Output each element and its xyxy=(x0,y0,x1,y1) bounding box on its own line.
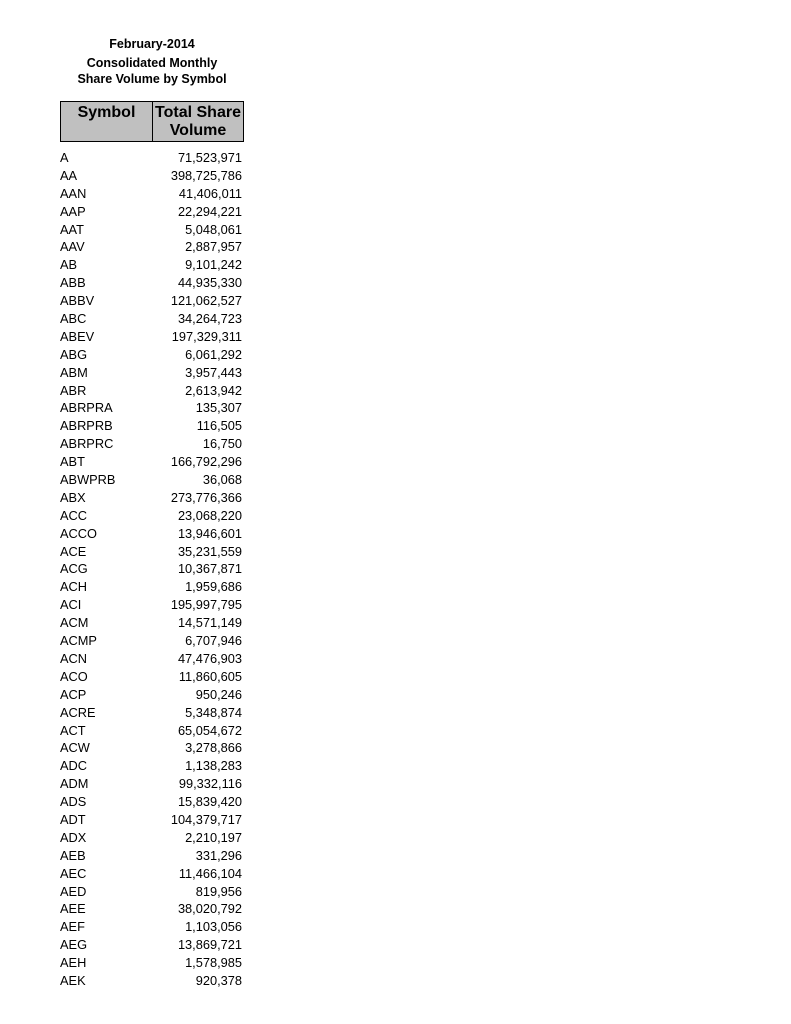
volume-cell: 13,946,601 xyxy=(177,525,242,541)
report-month: February-2014 xyxy=(109,37,195,51)
symbol-cell: ABC xyxy=(60,311,87,327)
symbol-cell: ADT xyxy=(60,811,86,827)
symbol-cell: ACO xyxy=(60,668,88,684)
symbol-cell: ABX xyxy=(60,489,86,505)
volume-cell: 950,246 xyxy=(195,686,242,702)
symbol-cell: ACCO xyxy=(60,525,97,541)
symbol-cell: ABG xyxy=(60,346,88,362)
symbol-cell: A xyxy=(60,150,69,165)
table-row xyxy=(60,221,244,239)
volume-cell: 9,101,242 xyxy=(185,257,242,273)
table-row xyxy=(60,167,244,185)
table-row xyxy=(60,185,244,203)
volume-cell: 10,367,871 xyxy=(177,561,242,577)
table-row xyxy=(60,525,244,543)
symbol-cell: AEH xyxy=(60,955,87,971)
symbol-cell: ACMP xyxy=(60,633,97,649)
volume-cell: 2,613,942 xyxy=(185,382,242,398)
symbol-cell: ABRPRC xyxy=(60,436,114,452)
symbol-cell: ACC xyxy=(60,507,88,523)
volume-cell: 197,329,311 xyxy=(171,328,242,344)
table-row xyxy=(60,668,244,686)
volume-cell: 71,523,971 xyxy=(177,150,242,165)
table-row xyxy=(60,543,244,561)
table-row xyxy=(60,632,244,650)
table-row xyxy=(60,704,244,722)
table-row xyxy=(60,865,244,883)
volume-cell: 331,296 xyxy=(195,847,242,863)
symbol-cell: ACN xyxy=(60,650,88,666)
symbol-cell: AEK xyxy=(60,972,86,988)
volume-cell: 166,792,296 xyxy=(170,454,242,470)
symbol-cell: AAN xyxy=(60,185,87,201)
symbol-cell: ACT xyxy=(60,722,86,738)
volume-cell: 6,061,292 xyxy=(185,346,242,362)
table-row xyxy=(60,847,244,865)
table-row xyxy=(60,793,244,811)
symbol-cell: AB xyxy=(60,257,78,273)
volume-cell: 1,103,056 xyxy=(185,919,242,935)
volume-cell: 398,725,786 xyxy=(170,167,242,183)
volume-cell: 3,957,443 xyxy=(185,364,242,380)
table-header xyxy=(60,101,244,142)
table-row xyxy=(60,382,244,400)
volume-header-label-line2: Volume xyxy=(169,122,227,139)
table-row xyxy=(60,757,244,775)
volume-cell: 1,959,686 xyxy=(185,579,242,595)
table-row xyxy=(60,686,244,704)
symbol-cell: ACG xyxy=(60,561,88,577)
table-row xyxy=(60,560,244,578)
table-row xyxy=(60,900,244,918)
table-row xyxy=(60,238,244,256)
symbol-header-label: Symbol xyxy=(77,104,136,121)
symbol-cell: AAP xyxy=(60,203,86,219)
volume-cell: 2,210,197 xyxy=(185,829,242,845)
table-row xyxy=(60,256,244,274)
volume-cell: 5,048,061 xyxy=(185,221,242,237)
table-row xyxy=(60,346,244,364)
symbol-cell: ACW xyxy=(60,740,90,756)
report-title-line1: Consolidated Monthly xyxy=(86,56,218,70)
table-row xyxy=(60,775,244,793)
table-row xyxy=(60,274,244,292)
table-body xyxy=(60,149,244,990)
volume-cell: 104,379,717 xyxy=(170,811,242,827)
symbol-cell: AEC xyxy=(60,865,87,881)
volume-cell: 15,839,420 xyxy=(177,794,242,810)
symbol-cell: ACE xyxy=(60,543,87,559)
symbol-cell: ABT xyxy=(60,454,85,470)
table-row xyxy=(60,310,244,328)
volume-cell: 6,707,946 xyxy=(185,633,242,649)
symbol-cell: ACP xyxy=(60,686,87,702)
table-row xyxy=(60,489,244,507)
volume-cell: 1,138,283 xyxy=(185,758,242,774)
symbol-cell: AAV xyxy=(60,239,85,255)
table-row xyxy=(60,417,244,435)
table-row xyxy=(60,739,244,757)
symbol-cell: ABWPRB xyxy=(60,472,116,488)
table-row xyxy=(60,829,244,847)
symbol-cell: ABB xyxy=(60,275,86,291)
table-row xyxy=(60,471,244,489)
symbol-cell: ABM xyxy=(60,364,88,380)
symbol-cell: AED xyxy=(60,883,87,899)
volume-cell: 22,294,221 xyxy=(177,203,242,219)
table-row xyxy=(60,364,244,382)
symbol-cell: ABBV xyxy=(60,293,95,309)
symbol-column-header xyxy=(61,102,153,141)
table-row xyxy=(60,883,244,901)
symbol-cell: ABR xyxy=(60,382,87,398)
symbol-cell: ADM xyxy=(60,776,89,792)
report-title-block xyxy=(52,36,252,87)
volume-column-header xyxy=(153,102,243,141)
volume-cell: 11,466,104 xyxy=(178,865,242,881)
volume-cell: 11,860,605 xyxy=(178,668,242,684)
symbol-cell: ADS xyxy=(60,794,87,810)
table-row xyxy=(60,399,244,417)
table-row xyxy=(60,972,244,990)
volume-cell: 116,505 xyxy=(196,418,242,434)
symbol-cell: AA xyxy=(60,167,78,183)
volume-cell: 41,406,011 xyxy=(178,185,242,201)
table-row xyxy=(60,722,244,740)
report-title-line2: Share Volume by Symbol xyxy=(77,72,227,86)
table-row xyxy=(60,918,244,936)
volume-cell: 47,476,903 xyxy=(177,650,242,666)
volume-cell: 99,332,116 xyxy=(178,776,242,792)
symbol-cell: ABEV xyxy=(60,328,95,344)
volume-cell: 13,869,721 xyxy=(177,937,242,953)
volume-cell: 3,278,866 xyxy=(185,740,242,756)
table-row xyxy=(60,578,244,596)
table-row xyxy=(60,954,244,972)
table-row xyxy=(60,292,244,310)
symbol-cell: ACH xyxy=(60,579,88,595)
table-row xyxy=(60,936,244,954)
volume-cell: 135,307 xyxy=(195,400,242,416)
table-row xyxy=(60,507,244,525)
symbol-cell: AAT xyxy=(60,221,84,237)
volume-cell: 920,378 xyxy=(195,972,242,988)
symbol-cell: ABRPRB xyxy=(60,418,113,434)
table-row xyxy=(60,650,244,668)
symbol-cell: ABRPRA xyxy=(60,400,113,416)
table-row xyxy=(60,596,244,614)
volume-cell: 44,935,330 xyxy=(177,275,242,291)
volume-cell: 14,571,149 xyxy=(177,615,242,631)
volume-header-label-line1: Total Share xyxy=(155,104,241,121)
symbol-cell: ACI xyxy=(60,597,82,613)
volume-cell: 38,020,792 xyxy=(177,901,242,917)
table-row xyxy=(60,811,244,829)
volume-cell: 65,054,672 xyxy=(177,722,242,738)
volume-cell: 2,887,957 xyxy=(185,239,242,255)
symbol-cell: AEG xyxy=(60,937,88,953)
volume-cell: 16,750 xyxy=(202,436,242,452)
volume-cell: 34,264,723 xyxy=(177,311,242,327)
symbol-cell: AEF xyxy=(60,919,85,935)
table-row xyxy=(60,453,244,471)
volume-cell: 195,997,795 xyxy=(170,597,242,613)
symbol-cell: AEE xyxy=(60,901,86,917)
volume-cell: 819,956 xyxy=(195,883,242,899)
table-row xyxy=(60,614,244,632)
volume-cell: 121,062,527 xyxy=(170,293,242,309)
table-row xyxy=(60,328,244,346)
table-row xyxy=(60,149,244,167)
volume-cell: 35,231,559 xyxy=(177,543,242,559)
symbol-cell: ACRE xyxy=(60,704,96,720)
volume-cell: 5,348,874 xyxy=(185,704,242,720)
volume-cell: 1,578,985 xyxy=(185,955,242,971)
table-row xyxy=(60,435,244,453)
symbol-cell: ADX xyxy=(60,829,87,845)
volume-cell: 23,068,220 xyxy=(177,507,242,523)
volume-cell: 36,068 xyxy=(202,472,242,488)
symbol-cell: ADC xyxy=(60,758,88,774)
table-row xyxy=(60,203,244,221)
symbol-cell: ACM xyxy=(60,615,89,631)
volume-cell: 273,776,366 xyxy=(170,489,242,505)
symbol-cell: AEB xyxy=(60,847,86,863)
